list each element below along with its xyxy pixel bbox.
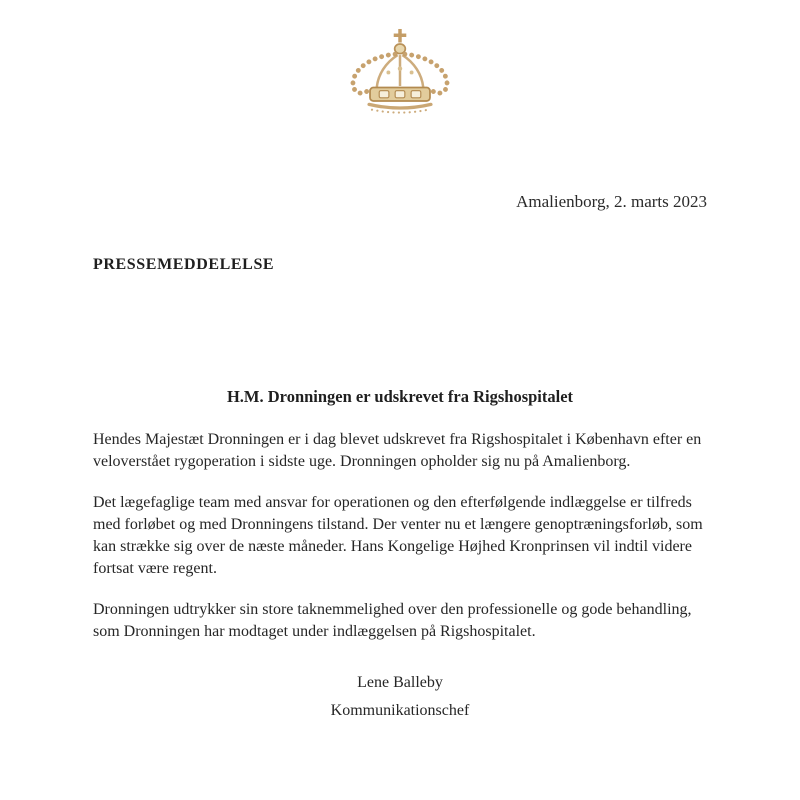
kicker-pressemeddelelse: PRESSEMEDDELELSE [93,256,275,273]
signature-block [0,669,800,725]
body-paragraph-1: Hendes Majestæt Dronningen er i dag blevet udskrevet fra Rigshospitalet i København efter en veloverstået rygoperation i sidste uge. Dronningen opholder sig nu på Amalienborg. [93,431,702,470]
body-text [0,429,800,643]
headline: H.M. Dronningen er udskrevet fra Rigshospitalet [226,387,574,406]
body-paragraph-2: Det lægefaglige team med ansvar for operationen og den efterfølgende indlæggelse er tilfreds med forløbet og med Dronningens tilstand. Der venter nu et længere genoptræningsforløb, som kan strække sig over de næste måneder. Hans Kongelige Højhed Kronprinsen vil indtil videre fortsat være regent. [93,494,703,577]
royal-crown-logo [341,26,459,118]
body-paragraph-3: Dronningen udtrykker sin store taknemmelighed over den professionelle og gode behandling, som Dronningen har modtaget under indlæggelsen på Rigshospitalet. [93,601,692,640]
signature-role: Kommunikationschef [330,702,470,719]
dateline: Amalienborg, 2. marts 2023 [516,192,707,211]
signature-name: Lene Balleby [357,674,443,691]
crown-icon [342,26,458,118]
